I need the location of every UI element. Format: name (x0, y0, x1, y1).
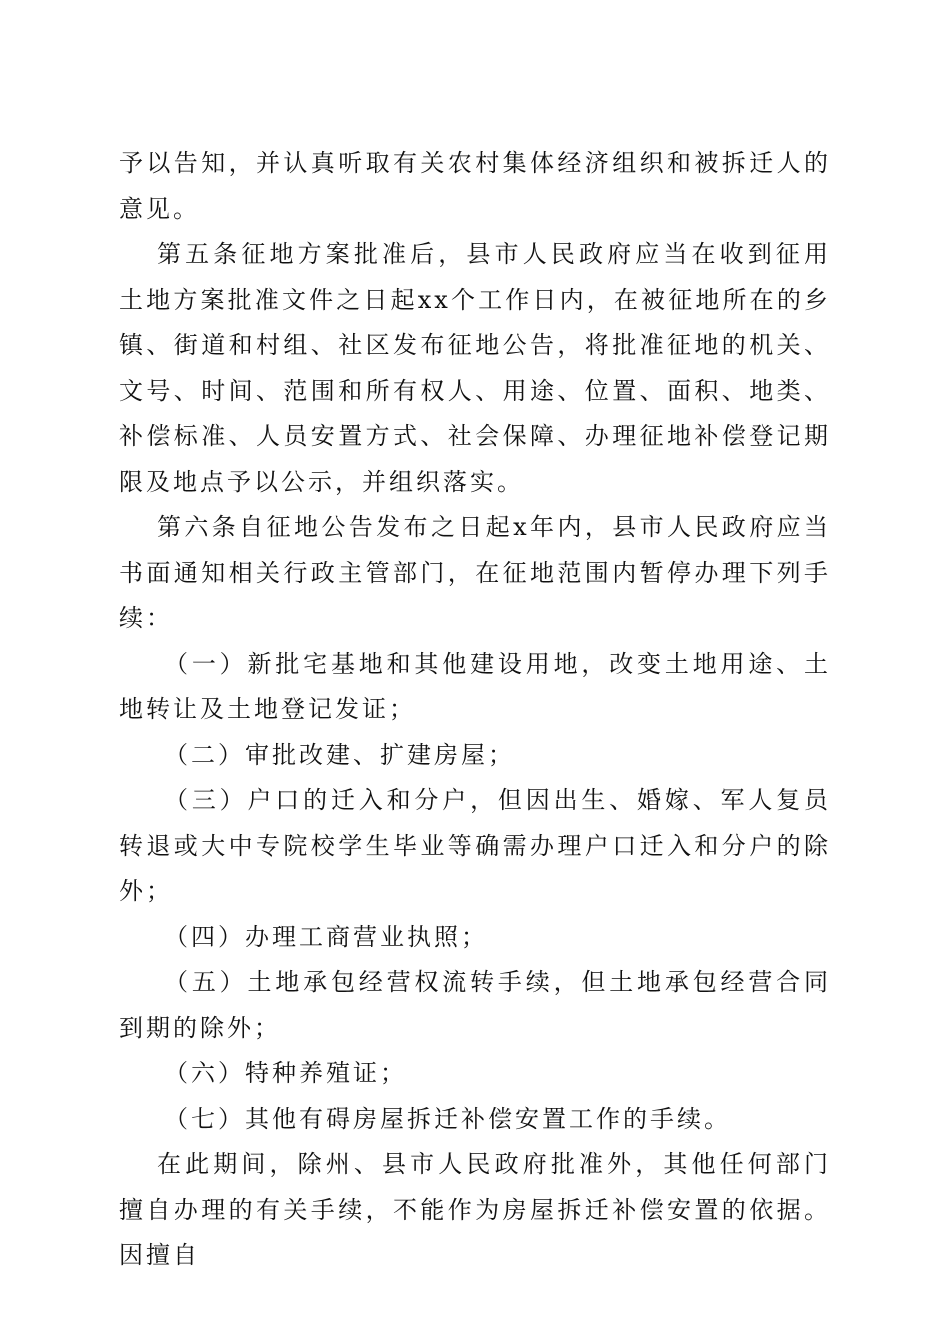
paragraph-continuation: 予以告知，并认真听取有关农村集体经济组织和被拆迁人的意见。 (119, 149, 831, 223)
list-item-5: （五）土地承包经营权流转手续，但土地承包经营合同到期的除外； (119, 968, 831, 1042)
document-body (119, 141, 831, 1279)
list-item-4: （四）办理工商营业执照； (164, 922, 488, 951)
list-item-2: （二）审批改建、扩建房屋； (164, 740, 515, 769)
paragraph-during-period: 在此期间，除州、县市人民政府批准外，其他任何部门擅自办理的有关手续，不能作为房屋拆迁补偿安置的依据。因擅自 (119, 1150, 831, 1269)
paragraph-article-5: 第五条征地方案批准后，县市人民政府应当在收到征用土地方案批准文件之日起xx个工作日内，在被征地所在的乡镇、街道和村组、社区发布征地公告，将批准征地的机关、文号、时间、范围和所有权人、用途、位置、面积、地类、补偿标准、人员安置方式、社会保障、办理征地补偿登记期限及地点予以公示，并组织落实。 (119, 240, 831, 496)
list-item-3: （三）户口的迁入和分户，但因出生、婚嫁、军人复员转退或大中专院校学生毕业等确需办理户口迁入和分户的除外； (119, 786, 831, 905)
list-item-1: （一）新批宅基地和其他建设用地，改变土地用途、土地转让及土地登记发证； (119, 649, 831, 723)
paragraph-article-6: 第六条自征地公告发布之日起x年内，县市人民政府应当书面通知相关行政主管部门，在征地范围内暂停办理下列手续： (119, 513, 831, 632)
list-item-7: （七）其他有碍房屋拆迁补偿安置工作的手续。 (164, 1104, 731, 1133)
list-item-6: （六）特种养殖证； (164, 1059, 407, 1087)
